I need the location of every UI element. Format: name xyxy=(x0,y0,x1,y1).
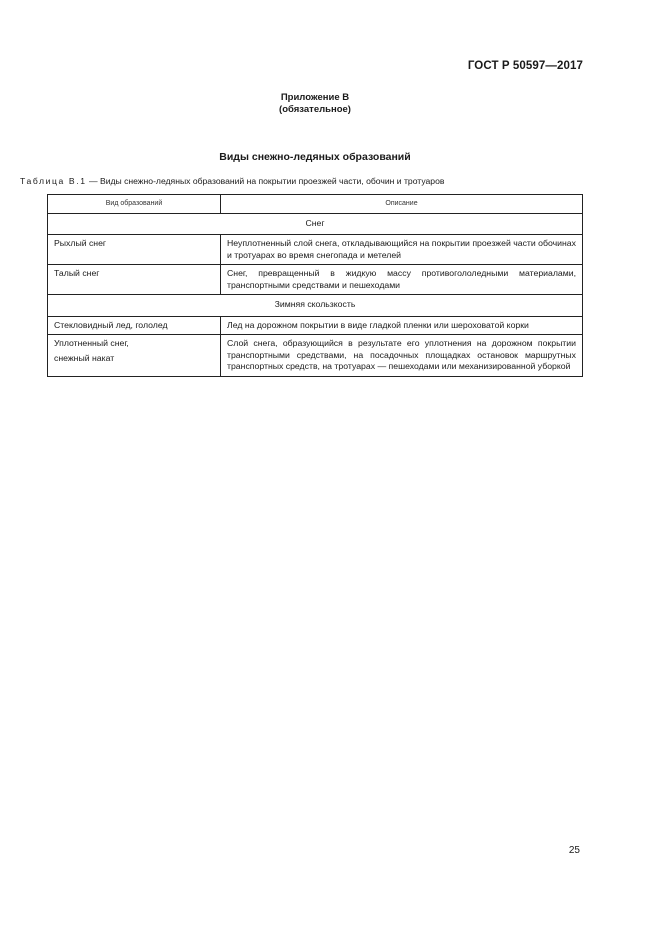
row-type-line: снежный накат xyxy=(54,352,115,363)
annex-status: (обязательное) xyxy=(279,104,351,115)
row-description: Неуплотненный слой снега, откладывающийся на покрытии проезжей части обочинах и тротуарах во время снегопада и метелей xyxy=(221,235,583,265)
table-row xyxy=(48,265,583,295)
annex-heading xyxy=(0,92,630,116)
table-row xyxy=(48,235,583,265)
row-description: Слой снега, образующийся в результате его уплотнения на дорожном покрытии транспортными средствами, на посадочных площадках остановок маршрутных транспортных средств, на тротуарах — пешеходами или механизированной уборкой xyxy=(221,335,583,377)
table-group-row xyxy=(48,213,583,235)
section-title: Виды снежно-ледяных образований xyxy=(219,151,411,163)
group-title-winter-slipperiness: Зимняя скользкость xyxy=(48,295,583,317)
column-header-type: Вид образований xyxy=(48,195,221,214)
row-type: Рыхлый снег xyxy=(48,235,221,265)
row-type xyxy=(48,335,221,377)
table-row xyxy=(48,335,583,377)
table-group-row xyxy=(48,295,583,317)
row-type: Стекловидный лед, гололед xyxy=(48,316,221,335)
row-type-line: Уплотненный снег, xyxy=(54,338,129,348)
row-description: Лед на дорожном покрытии в виде гладкой пленки или шероховатой корки xyxy=(221,316,583,335)
snow-ice-table xyxy=(47,194,583,377)
page-number: 25 xyxy=(568,845,580,856)
table-caption-label: Таблица В.1 xyxy=(20,176,87,186)
table-row xyxy=(48,316,583,335)
document-code: ГОСТ Р 50597—2017 xyxy=(467,60,583,72)
row-type: Талый снег xyxy=(48,265,221,295)
table-header-row xyxy=(48,195,583,214)
table-caption-text: — Виды снежно-ледяных образований на покрытии проезжей части, обочин и тротуаров xyxy=(86,176,445,186)
column-header-description: Описание xyxy=(221,195,583,214)
group-title-snow: Снег xyxy=(48,213,583,235)
annex-title: Приложение В xyxy=(280,92,350,103)
table-caption xyxy=(20,176,444,186)
row-description: Снег, превращенный в жидкую массу противогололедными материалами, транспортными средствами и пешеходами xyxy=(221,265,583,295)
